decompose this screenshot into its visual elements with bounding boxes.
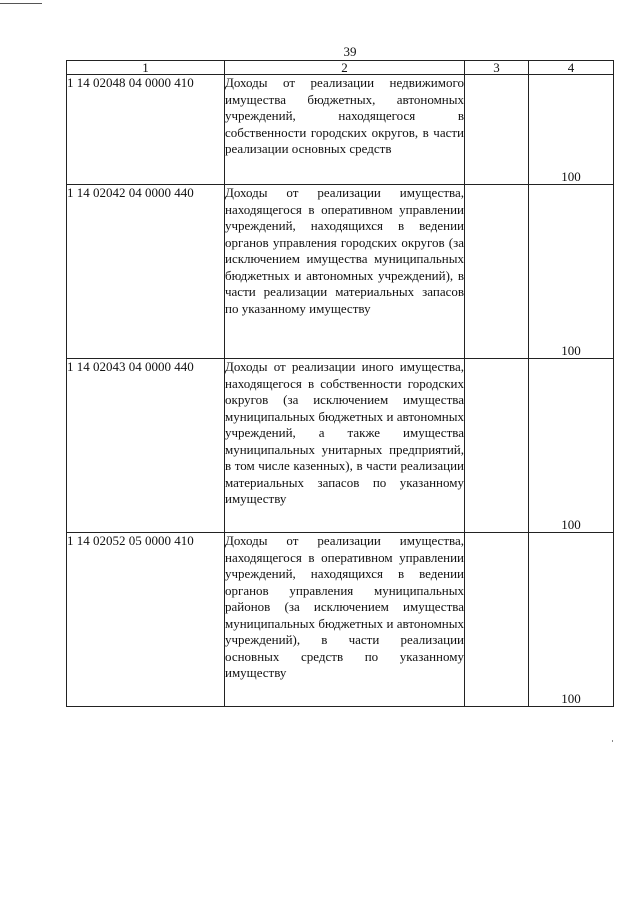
budget-code: 1 14 02048 04 0000 410: [67, 75, 225, 185]
scan-speck: [612, 740, 613, 742]
header-col-3: 3: [465, 61, 529, 75]
col3-cell: [465, 185, 529, 359]
budget-code: 1 14 02052 05 0000 410: [67, 533, 225, 707]
col3-cell: [465, 359, 529, 533]
revenue-description: Доходы от реализации иного имущества, находящегося в собственности городских округов (за исключением имущества муниципальных бюджетных и автономных учреждений, а также имущества муниципальных унитарных предприятий, в том числе казенных), в части реализации материальных запасов по указанному имуществу: [225, 359, 465, 533]
table-row: [67, 359, 614, 533]
budget-code: 1 14 02043 04 0000 440: [67, 359, 225, 533]
revenue-description: Доходы от реализации недвижимого имущества бюджетных, автономных учреждений, находящегося в собственности городских округов, в части реализации основных средств: [225, 75, 465, 185]
revenue-table: [66, 60, 614, 707]
amount: 100: [529, 533, 614, 707]
table-row: [67, 185, 614, 359]
amount: 100: [529, 359, 614, 533]
budget-code: 1 14 02042 04 0000 440: [67, 185, 225, 359]
table-row: [67, 75, 614, 185]
header-col-4: 4: [529, 61, 614, 75]
col3-cell: [465, 75, 529, 185]
col3-cell: [465, 533, 529, 707]
header-row: [67, 61, 614, 75]
revenue-description: Доходы от реализации имущества, находящегося в оперативном управлении учреждений, находящихся в ведении органов управления муниципальных районов (за исключением имущества муниципальных бюджетных и автономных учреждений), в части реализации основных средств по указанному имуществу: [225, 533, 465, 707]
header-col-2: 2: [225, 61, 465, 75]
header-col-1: 1: [67, 61, 225, 75]
amount: 100: [529, 185, 614, 359]
table-row: [67, 533, 614, 707]
page-number: 39: [343, 44, 357, 59]
revenue-description: Доходы от реализации имущества, находящегося в оперативном управлении учреждений, находящихся в ведении органов управления городских округов (за исключением имущества муниципальных бюджетных и автономных учреждений), в части реализации материальных запасов по указанному имуществу: [225, 185, 465, 359]
top-edge-line: [0, 3, 42, 4]
amount: 100: [529, 75, 614, 185]
